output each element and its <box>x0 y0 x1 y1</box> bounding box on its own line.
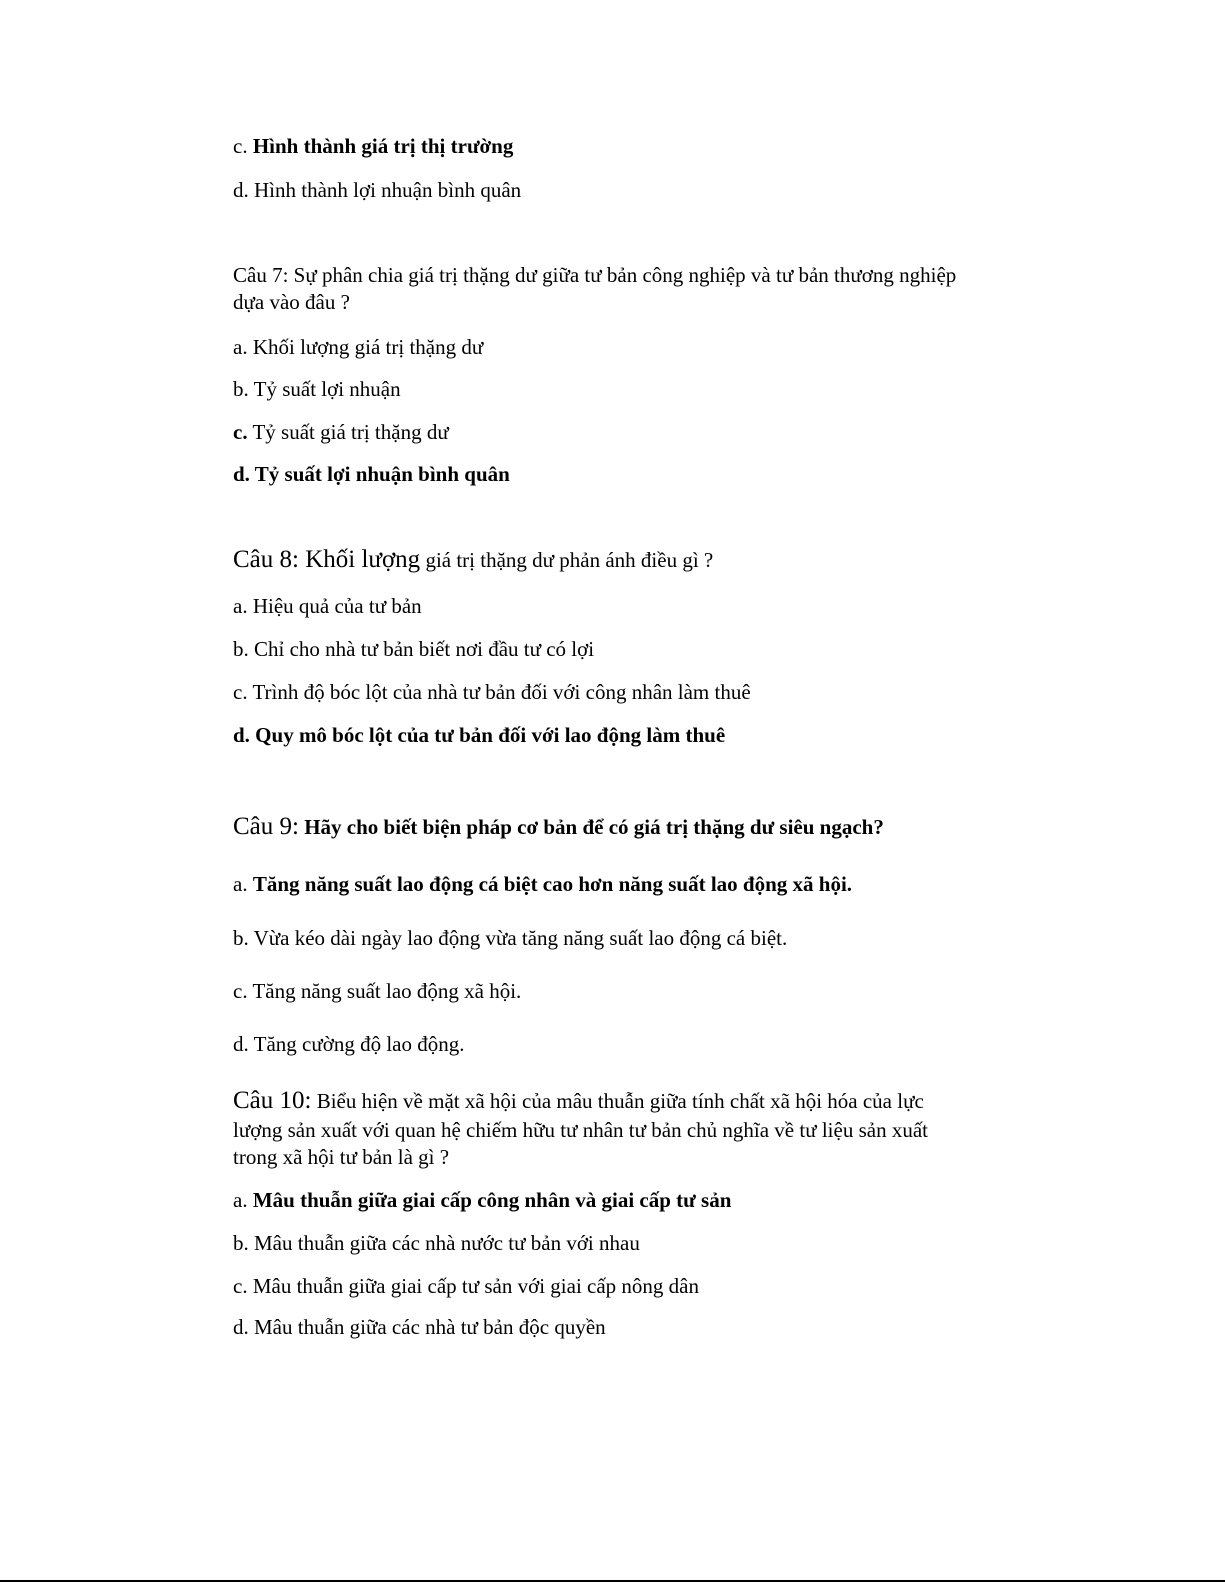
q8-option-c: c. Trình độ bóc lột của nhà tư bản đối với công nhân làm thuê <box>233 680 751 704</box>
q7-option-c <box>233 418 449 446</box>
q10-question-lead: Câu 10: <box>233 1087 312 1114</box>
q10-question-line2: lượng sản xuất với quan hệ chiếm hữu tư nhân tư bản chủ nghĩa về tư liệu sản xuất <box>233 1118 928 1142</box>
page-bottom-rule <box>0 1580 1225 1582</box>
q10-option-d: d. Mâu thuẫn giữa các nhà tư bản độc quyền <box>233 1315 606 1339</box>
q8-question-lead: Câu 8: Khối lượng <box>233 546 421 573</box>
q10-question-line3: trong xã hội tư bản là gì ? <box>233 1145 450 1169</box>
q9-option-b: b. Vừa kéo dài ngày lao động vừa tăng năng suất lao động cá biệt. <box>233 926 788 950</box>
q9-question-rest: Hãy cho biết biện pháp cơ bản để có giá trị thặng dư siêu ngạch? <box>298 815 884 839</box>
q8-option-a: a. Hiệu quả của tư bản <box>233 594 422 618</box>
q10-option-a-text: Mâu thuẫn giữa giai cấp công nhân và giai cấp tư sản <box>252 1188 732 1212</box>
q7-option-a: a. Khối lượng giá trị thặng dư <box>233 335 484 359</box>
q6-option-d: d. Hình thành lợi nhuận bình quân <box>233 178 522 202</box>
q9-question-lead: Câu 9: <box>233 813 299 840</box>
q7-option-c-text: Tỷ suất giá trị thặng dư <box>247 420 449 444</box>
q7-option-c-prefix: c. <box>233 420 248 444</box>
q6-option-c-prefix: c. <box>233 134 253 158</box>
q8-option-d: d. Quy mô bóc lột của tư bản đối với lao động làm thuê <box>233 723 726 747</box>
q9-option-a-text: Tăng năng suất lao động cá biệt cao hơn năng suất lao động xã hội. <box>252 872 853 896</box>
q9-question <box>233 813 884 841</box>
q8-option-b: b. Chỉ cho nhà tư bản biết nơi đầu tư có lợi <box>233 637 595 661</box>
q9-option-c: c. Tăng năng suất lao động xã hội. <box>233 979 522 1003</box>
q7-question-line2: dựa vào đâu ? <box>233 290 350 314</box>
q6-option-c <box>233 132 513 160</box>
q10-option-c: c. Mâu thuẫn giữa giai cấp tư sản với giai cấp nông dân <box>233 1274 699 1298</box>
q7-question-line1: Câu 7: Sự phân chia giá trị thặng dư giữa tư bản công nghiệp và tư bản thương nghiệp <box>233 263 957 287</box>
q7-option-b: b. Tỷ suất lợi nhuận <box>233 377 401 401</box>
q10-option-a-prefix: a. <box>233 1188 253 1212</box>
q8-question-rest: giá trị thặng dư phản ánh điều gì ? <box>420 548 714 572</box>
q9-option-a <box>233 870 852 898</box>
q6-option-c-text: Hình thành giá trị thị trường <box>252 134 514 158</box>
q10-option-b: b. Mâu thuẫn giữa các nhà nước tư bản với nhau <box>233 1231 640 1255</box>
q10-option-a <box>233 1186 731 1214</box>
q7-option-d: d. Tỷ suất lợi nhuận bình quân <box>233 462 510 486</box>
q9-option-d: d. Tăng cường độ lao động. <box>233 1032 465 1056</box>
q8-question <box>233 546 713 574</box>
q10-question-line1 <box>233 1087 924 1115</box>
q10-question-rest: Biểu hiện về mặt xã hội của mâu thuẫn giữa tính chất xã hội hóa của lực <box>311 1089 924 1113</box>
q9-option-a-prefix: a. <box>233 872 253 896</box>
